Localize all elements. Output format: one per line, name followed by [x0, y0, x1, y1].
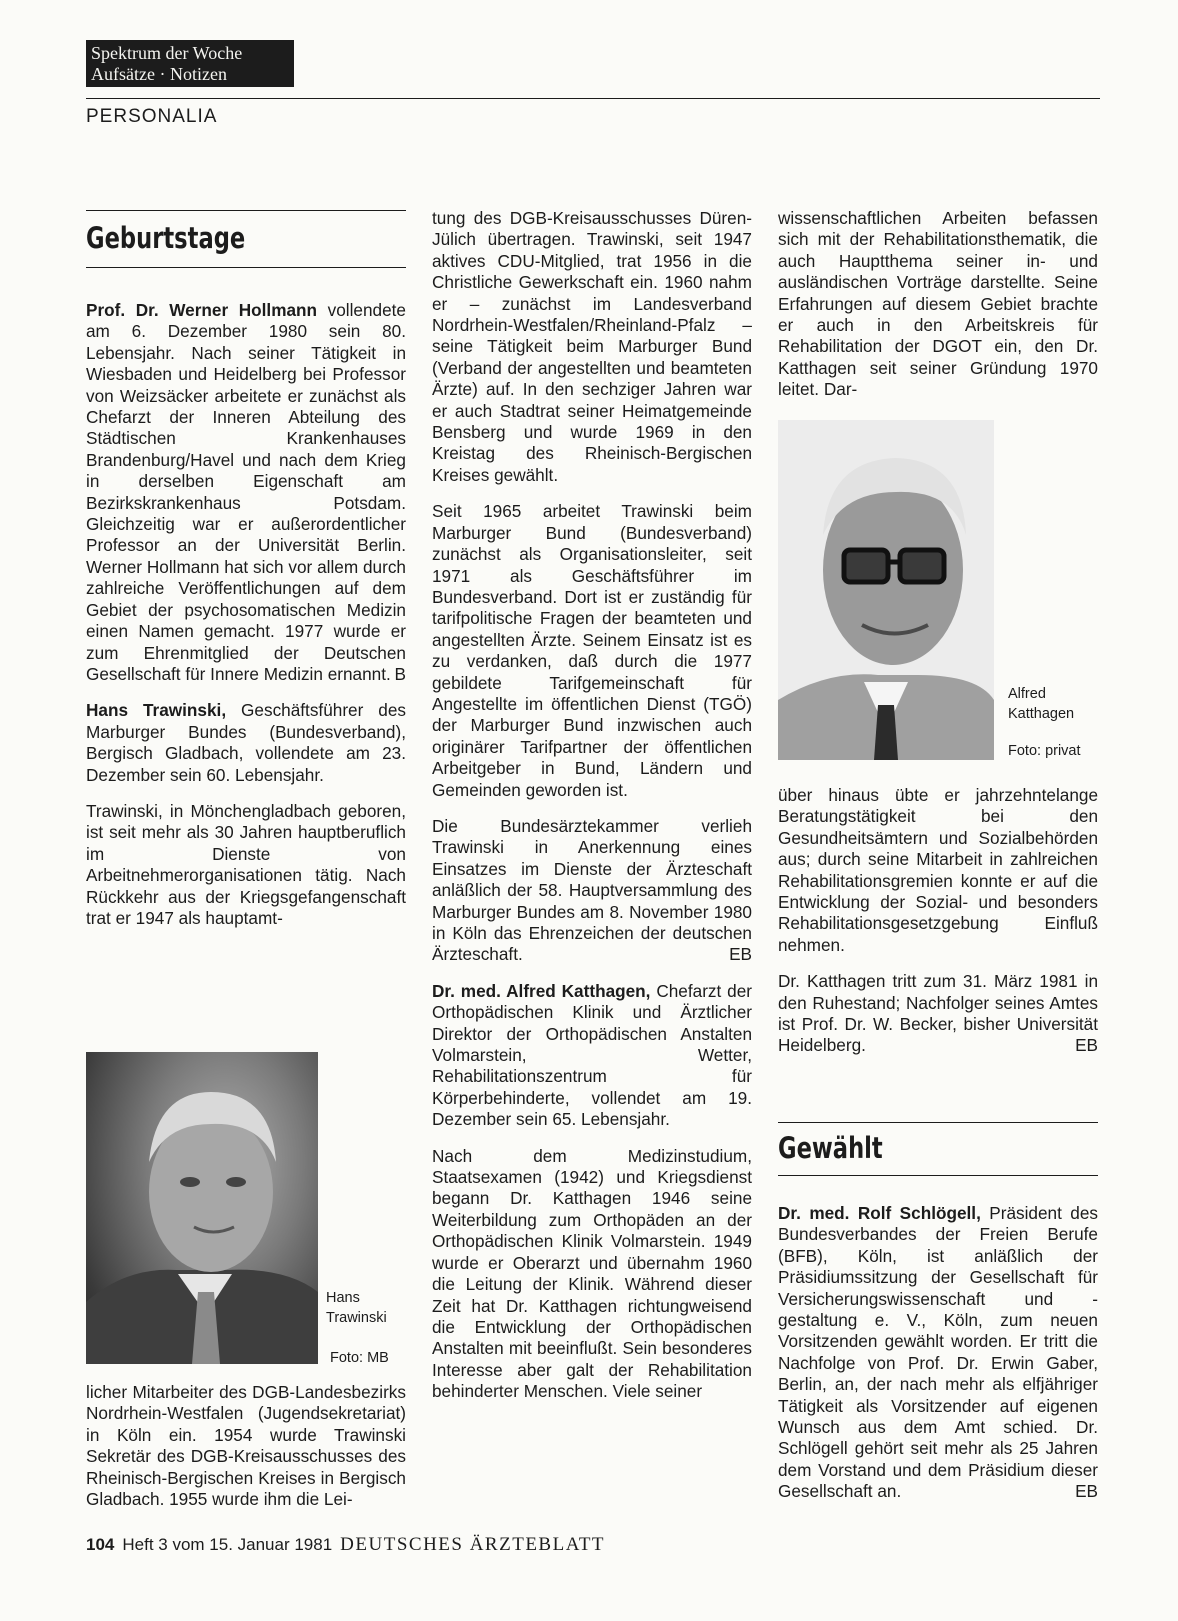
- column-1-continued: [86, 1382, 406, 1510]
- portrait-trawinski-image: [86, 1052, 318, 1364]
- masthead: [86, 40, 294, 87]
- trawinski-award: [432, 816, 752, 966]
- trawinski-name: Hans Trawinski,: [86, 700, 227, 721]
- caption-katthagen: [1008, 684, 1074, 724]
- katthagen-successor: [778, 971, 1098, 1057]
- katthagen-bio-1: Nach dem Medizinstudium, Staatsexamen (1942) und Kriegsdienst begann Dr. Katthagen 1946 seine Weiterbildung zum Orthopäden an der Orthopädischen Klinik Volmarstein. 1949 wurde er Oberarzt und übernahm 1960 die Leitung der Klinik. Während dieser Zeit hat Dr. Katthagen richtungweisend die Entwicklung der Orthopädischen Anstalten mit beeinflußt. Sein besonderes Interesse aber galt der Rehabilitation behinderter Menschen. Viele seiner: [432, 1145, 752, 1402]
- caption-katthagen-line-2: Katthagen: [1008, 706, 1075, 722]
- hollmann-paragraph: [86, 300, 406, 685]
- credit-trawinski: Foto: MB: [330, 1350, 389, 1366]
- trawinski-intro-text: Geschäftsführer des Marburger Bundes (Bundesverband), Bergisch Gladbach, vollendete am 23. Dezember sein 60. Lebensjahr.: [86, 700, 406, 785]
- section-label: PERSONALIA: [86, 106, 218, 127]
- hollmann-name: Prof. Dr. Werner Hollmann: [86, 300, 318, 320]
- katthagen-successor-signature: EB: [1075, 1035, 1098, 1056]
- caption-trawinski: [326, 1288, 387, 1328]
- journal-name: DEUTSCHES ÄRZTEBLATT: [340, 1534, 606, 1555]
- caption-trawinski-line-1: Hans: [326, 1290, 360, 1306]
- schloegell-name: Dr. med. Rolf Schlögell,: [778, 1203, 981, 1223]
- trawinski-bio-3: tung des DGB-Kreisausschusses Düren-Jülich übertragen. Trawinski, seit 1947 aktives CDU-Mitglied, trat 1956 in die Christliche Gewerkschaft ein. 1960 nahm er – zunächst im Landesverband Nordrhein-Westfalen/Rheinland-Pfalz – seine Tätigkeit beim Marburger Bund (Verband der angestellten und beamteten Ärzte) auf. In den sechziger Jahren war er auch Stadtrat seiner Heimatgemeinde Bensberg und wurde 1969 in den Kreistag des Rheinisch-Bergischen Kreises gewählt.: [432, 208, 752, 485]
- caption-katthagen-line-1: Alfred: [1008, 686, 1046, 702]
- column-1: [86, 300, 406, 929]
- trawinski-award-text: Die Bundesärztekammer verlieh Trawinski in Anerkennung eines Einsatzes im Dienste der Ärzteschaft anläßlich der 58. Hauptversammlung des Marburger Bundes am 8. November 1980 in Köln das Ehrenzeichen der deutschen Ärzteschaft.: [432, 815, 752, 965]
- trawinski-intro: [86, 700, 406, 786]
- portrait-katthagen: [778, 420, 994, 760]
- column-3-gewaehlt: [778, 1203, 1098, 1503]
- schloegell-signature: EB: [1075, 1481, 1098, 1502]
- column-3-continued: [778, 785, 1098, 1057]
- top-rule: [86, 98, 1100, 99]
- portrait-trawinski: [86, 1052, 318, 1364]
- hollmann-signature: B: [394, 663, 406, 684]
- masthead-line-1: Spektrum der Woche: [91, 43, 243, 63]
- column-3: [778, 208, 1098, 401]
- hollmann-text: vollendete am 6. Dezember 1980 sein 80. Lebensjahr. Nach seiner Tätigkeit in Wiesbaden und Heidelberg bei Professor von Weizsäcker arbeitete er zunächst als Chefarzt der Inneren Abteilung des Städtischen Krankenhauses Brandenburg/Havel und nach dem Krieg in derselben Eigenschaft am Bezirkskrankenhaus Potsdam. Gleichzeitig war er außerordentlicher Professor an der Universität Berlin. Werner Hollmann hat sich vor allem durch zahlreiche Veröffentlichungen auf dem Gebiet der psychosomatischen Medizin einen Namen gemacht. 1977 wurde er zum Ehrenmitglied der Deutschen Gesellschaft für Innere Medizin ernannt.: [86, 300, 406, 684]
- issue-info: Heft 3 vom 15. Januar 1981: [122, 1535, 333, 1554]
- masthead-line-2: Aufsätze · Notizen: [91, 64, 227, 84]
- katthagen-name: Dr. med. Alfred Katthagen,: [432, 980, 651, 1001]
- katthagen-successor-text: Dr. Katthagen tritt zum 31. März 1981 in den Ruhestand; Nachfolger seines Amtes ist Prof. Dr. W. Becker, bisher Universität Heidelberg.: [778, 971, 1098, 1056]
- caption-trawinski-line-2: Trawinski: [326, 1310, 387, 1326]
- katthagen-intro: [432, 981, 752, 1131]
- schloegell-paragraph: [778, 1203, 1098, 1503]
- schloegell-text: Präsident des Bundesverbandes der Freien Berufe (BFB), Köln, ist anläßlich der Präsidiumssitzung der Gesellschaft für Versicherungswissenschaft und -gestaltung e. V., Köln, zum neuen Vorsitzenden gewählt worden. Er tritt die Nachfolge von Prof. Dr. Erwin Gaber, Berlin, an, der nach mehr als elfjähriger Tätigkeit als Vorsitzender auf eigenen Wunsch aus dem Amt schied. Dr. Schlögell gehört seit mehr als 25 Jahren dem Vorstand und dem Präsidium dieser Gesellschaft an.: [778, 1203, 1098, 1502]
- column-2: [432, 208, 752, 1403]
- heading-gewaehlt: [778, 1122, 1098, 1176]
- katthagen-bio-2: wissenschaftlichen Arbeiten befassen sich mit der Rehabilitationsthematik, die auch Hauptthema seiner in- und ausländischen Vorträge darstellte. Seine Erfahrungen auf diesem Gebiet brachte er auch in den Arbeitskreis für Rehabilitation der DGOT ein, den Dr. Katthagen seit seiner Gründung 1970 leitet. Dar-: [778, 208, 1098, 400]
- katthagen-bio-3: über hinaus übte er jahrzehntelange Beratungstätigkeit bei den Gesundheitsämtern und Sozialbehörden aus; durch seine Mitarbeit in zahlreichen Rehabilitationsgremien konnte er auf die Entwicklung der Sozial- und besonders Rehabilitationsgesetzgebung Einfluß nehmen.: [778, 785, 1098, 955]
- page-footer: [86, 1534, 605, 1556]
- trawinski-award-signature: EB: [729, 944, 752, 965]
- credit-katthagen: Foto: privat: [1008, 743, 1081, 759]
- heading-gewaehlt-text: Gewählt: [778, 1131, 883, 1165]
- trawinski-bio-1: Trawinski, in Mönchengladbach geboren, ist seit mehr als 30 Jahren hauptberuflich im Dienste von Arbeitnehmerorganisationen tätig. Nach Rückkehr aus der Kriegsgefangenschaft trat er 1947 als hauptamt-: [86, 800, 406, 928]
- heading-geburtstage: [86, 210, 406, 268]
- trawinski-bio-2: licher Mitarbeiter des DGB-Landesbezirks Nordrhein-Westfalen (Jugendsekretariat) in Köln ein. 1954 wurde Trawinski Sekretär des DGB-Kreisausschusses des Rheinisch-Bergischen Kreises in Bergisch Gladbach. 1955 wurde ihm die Lei-: [86, 1382, 406, 1510]
- portrait-katthagen-image: [778, 420, 994, 760]
- page-number: 104: [86, 1535, 115, 1554]
- katthagen-intro-text: Chefarzt der Orthopädischen Klinik und Ärztlicher Direktor der Orthopädischen Anstalten Volmarstein, Wetter, Rehabilitationszentrum für Körperbehinderte, vollendet am 19. Dezember sein 65. Lebensjahr.: [432, 980, 752, 1130]
- heading-geburtstage-text: Geburtstage: [86, 221, 246, 255]
- trawinski-bio-4: Seit 1965 arbeitet Trawinski beim Marburger Bund (Bundesverband) zunächst als Organisationsleiter, seit 1971 als Geschäftsführer im Bundesverband. Dort ist er zuständig für tarifpolitische Fragen der beamteten und angestellten Ärzte. Seinem Einsatz ist es zu verdanken, daß durch die 1977 gebildete Tarifgemeinschaft für Angestellte im öffentlichen Dienst (TGÖ) der Marburger Bund inzwischen auch originärer Tarifpartner der öffentlichen Arbeitgeber in Bund, Ländern und Gemeinden geworden ist.: [432, 501, 752, 800]
